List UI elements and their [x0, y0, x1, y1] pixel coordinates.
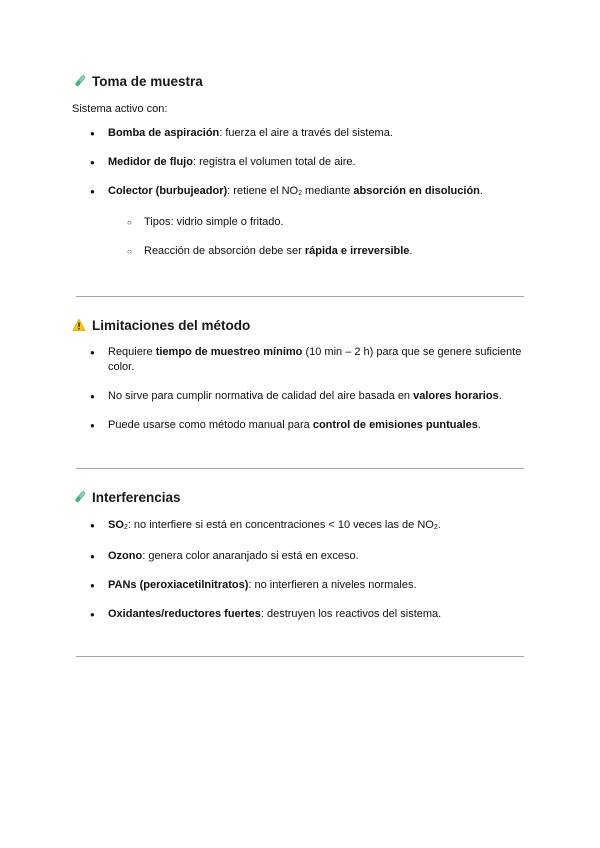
test-tube-icon [72, 74, 86, 88]
list-item: ● No sirve para cumplir normativa de calidad del aire basada en valores horarios. [72, 389, 524, 404]
section-title: Limitaciones del método [92, 317, 251, 333]
divider [76, 656, 524, 657]
test-tube-icon [72, 490, 86, 504]
list-item: ● PANs (peroxiacetilnitratos): no interfieren a niveles normales. [72, 578, 524, 593]
section-heading [72, 72, 524, 90]
list-item: ● Requiere tiempo de muestreo mínimo (10 min – 2 h) para que se genere suficiente color. [72, 345, 524, 375]
list-item: ● $SO_2$: no interfiere si está en concentraciones < 10 veces las de $NO_2$. [72, 518, 524, 535]
section-limitaciones [72, 316, 524, 433]
section-interferencias [72, 488, 524, 622]
list-item: ● Oxidantes/reductores fuertes: destruyen los reactivos del sistema. [72, 607, 524, 622]
sub-list-item: ○ Tipos: vidrio simple o fritado. [72, 215, 524, 230]
section-toma-de-muestra [72, 72, 524, 259]
intro-text: Sistema activo con: [72, 103, 168, 115]
list-item: ● Ozono: genera color anaranjado si está en exceso. [72, 549, 524, 564]
bullet-list [72, 345, 524, 433]
sub-bullet-list [72, 215, 524, 259]
section-title: Interferencias [92, 489, 181, 505]
sub-list-item: ○ Reacción de absorción debe ser rápida e irreversible. [72, 244, 524, 259]
divider [76, 296, 524, 297]
section-heading [72, 488, 524, 506]
bullet-list [72, 518, 524, 622]
section-title: Toma de muestra [92, 73, 203, 89]
warning-icon [72, 318, 86, 332]
list-item: ● Puede usarse como método manual para control de emisiones puntuales. [72, 418, 524, 433]
list-item: ● Bomba de aspiración: fuerza el aire a través del sistema. [72, 126, 524, 141]
list-item: ● Medidor de flujo: registra el volumen total de aire. [72, 155, 524, 170]
bullet-list [72, 126, 524, 201]
divider [76, 468, 524, 469]
section-heading [72, 316, 524, 334]
list-item: ● Colector (burbujeador): retiene el $NO_2$ mediante absorción en disolución. [72, 184, 524, 201]
